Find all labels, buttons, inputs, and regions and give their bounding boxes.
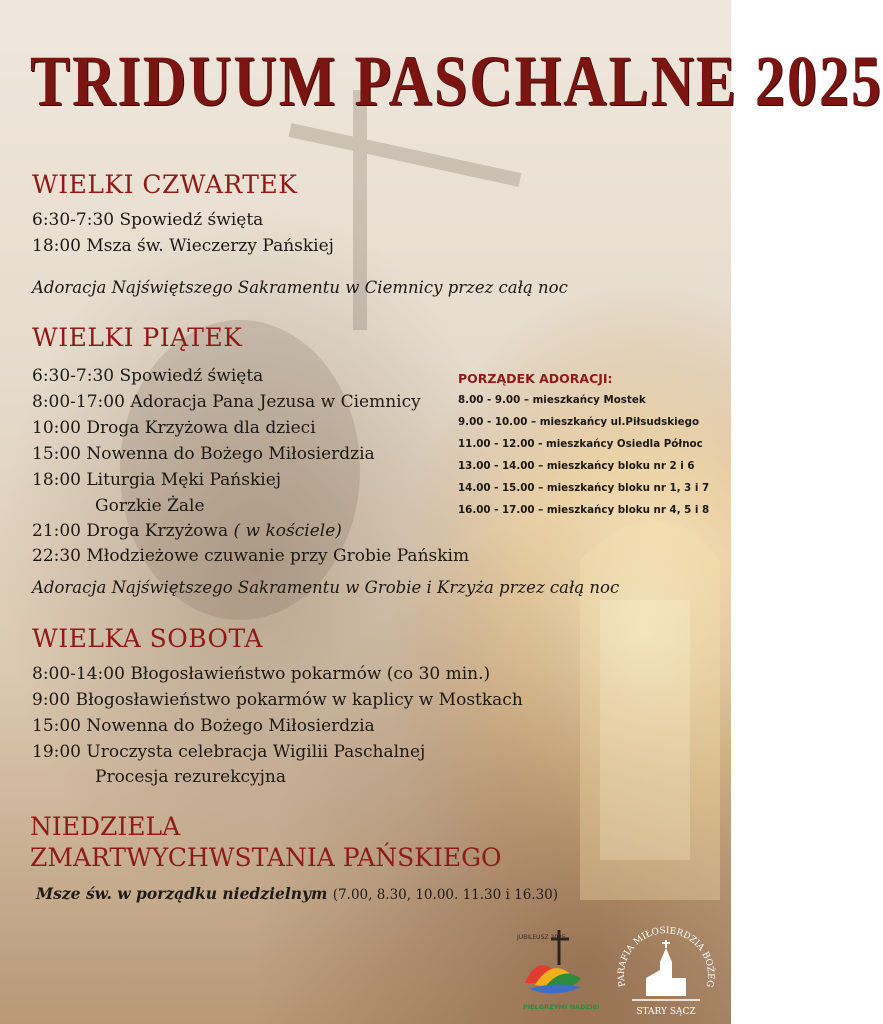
- saturday-line: Procesja rezurekcyjna: [95, 767, 286, 787]
- thursday-line: 18:00 Msza św. Wieczerzy Pańskiej: [32, 236, 334, 256]
- friday-line: 8:00-17:00 Adoracja Pana Jezusa w Ciemnicy: [32, 392, 421, 412]
- jubilee-logo: [515, 925, 600, 1015]
- adoration-item: 9.00 - 10.00 – mieszkańcy ul.Piłsudskiego: [458, 416, 700, 428]
- friday-line: 6:30-7:30 Spowiedź święta: [32, 366, 264, 386]
- friday-line: Gorzkie Żale: [95, 496, 205, 516]
- thursday-line: 6:30-7:30 Spowiedź święta: [32, 210, 264, 230]
- friday-line: 22:30 Młodzieżowe czuwanie przy Grobie Pańskim: [32, 546, 470, 566]
- saturday-heading: WIELKA SOBOTA: [32, 624, 263, 653]
- sunday-heading-1: NIEDZIELA: [30, 812, 181, 841]
- sunday-heading-2: ZMARTWYCHWSTANIA PAŃSKIEGO: [30, 843, 502, 872]
- adoration-item: 13.00 - 14.00 – mieszkańcy bloku nr 2 i 6: [458, 460, 695, 472]
- jubilee-logo-icon: [515, 925, 600, 1015]
- sunday-mass-times: (7.00, 8.30, 10.00. 11.30 i 16.30): [332, 887, 559, 903]
- friday-heading: WIELKI PIĄTEK: [32, 323, 243, 352]
- page-title: TRIDUUM PASCHALNE 2025: [30, 41, 883, 121]
- friday-line: 18:00 Liturgia Męki Pańskiej: [32, 470, 282, 490]
- thursday-heading: WIELKI CZWARTEK: [32, 170, 298, 199]
- friday-line-2100: [32, 521, 342, 541]
- sunday-masses-text: Msze św. w porządku niedzielnym: [36, 884, 328, 903]
- adoration-item: 14.00 - 15.00 – mieszkańcy bloku nr 1, 3 i 7: [458, 482, 710, 494]
- saturday-line: 15:00 Nowenna do Bożego Miłosierdzia: [32, 716, 375, 736]
- friday-line: 10:00 Droga Krzyżowa dla dzieci: [32, 418, 316, 438]
- parish-seal: [612, 922, 720, 1020]
- adoration-heading: PORZĄDEK ADORACJI:: [458, 371, 613, 386]
- friday-line-2100-paren: ( w kościele): [233, 521, 342, 541]
- adoration-item: 16.00 - 17.00 – mieszkańcy bloku nr 4, 5 i 8: [458, 504, 710, 516]
- saturday-line: 8:00-14:00 Błogosławieństwo pokarmów (co 30 min.): [32, 664, 491, 684]
- jubilee-year: JUBILEUSZ 2025: [517, 934, 566, 941]
- friday-line-2100-text: 21:00 Droga Krzyżowa: [32, 521, 229, 541]
- parish-name: PARAFIA MIŁOSIERDZIA BOŻEG: [616, 926, 716, 989]
- saturday-line: 9:00 Błogosławieństwo pokarmów w kaplicy w Mostkach: [32, 690, 523, 710]
- parish-seal-icon: [612, 922, 720, 1020]
- adoration-item: 8.00 - 9.00 – mieszkańcy Mostek: [458, 394, 646, 406]
- thursday-note: Adoracja Najświętszego Sakramentu w Ciemnicy przez całą noc: [32, 278, 568, 297]
- parish-town: STARY SĄCZ: [636, 1007, 696, 1017]
- jubilee-text: PIELGRZYMI NADZIEI: [523, 1003, 600, 1011]
- sunday-masses: [36, 884, 558, 903]
- friday-note: Adoracja Najświętszego Sakramentu w Grobie i Krzyża przez całą noc: [32, 578, 620, 597]
- friday-line: 15:00 Nowenna do Bożego Miłosierdzia: [32, 444, 375, 464]
- adoration-item: 11.00 - 12.00 - mieszkańcy Osiedla Północ: [458, 438, 703, 450]
- saturday-line: 19:00 Uroczysta celebracja Wigilii Paschalnej: [32, 742, 426, 762]
